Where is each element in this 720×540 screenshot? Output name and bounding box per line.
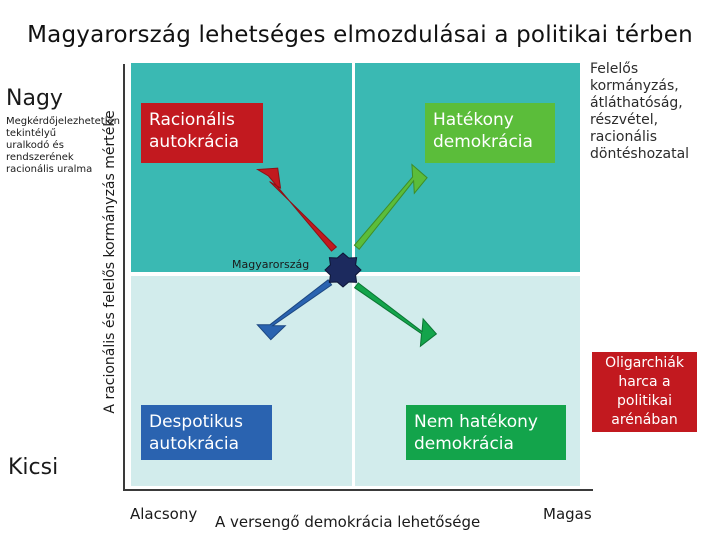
arrow-green-icon xyxy=(355,283,437,346)
arrow-red-icon xyxy=(258,168,337,251)
arrow-blue-icon xyxy=(257,280,331,340)
y-axis-low-label: Kicsi xyxy=(8,455,59,480)
quadrant-box-ineffective-democracy: Nem hatékony demokrácia xyxy=(406,405,566,460)
right-note-bottom: Oligarchiák harca a politikai arénában xyxy=(592,352,697,432)
quadrant-box-effective-democracy: Hatékony demokrácia xyxy=(425,103,555,163)
center-label: Magyarország xyxy=(232,258,310,271)
quadrant-box-despotic-autocracy: Despotikus autokrácia xyxy=(141,405,272,460)
y-axis-title: A racionális és felelős kormányzás mértéke xyxy=(102,110,118,414)
center-star-marker-icon xyxy=(325,253,361,287)
y-axis-high-label: Nagy xyxy=(6,86,63,111)
arrow-light-green-icon xyxy=(354,165,427,250)
diagram-title: Magyarország lehetséges elmozdulásai a politikai térben xyxy=(27,22,693,48)
y-axis-high-note: Megkérdőjelezhetetlen tekintélyű uralkodó és rendszerének racionális uralma xyxy=(6,116,120,175)
x-axis-low-label: Alacsony xyxy=(130,505,198,523)
right-note-top: Felelős kormányzás, átláthatóság, részvétel, racionális döntéshozatal xyxy=(590,61,690,162)
x-axis-title: A versengő demokrácia lehetősége xyxy=(215,513,481,531)
x-axis-high-label: Magas xyxy=(543,505,592,523)
quadrant-box-rational-autocracy: Racionális autokrácia xyxy=(141,103,263,163)
